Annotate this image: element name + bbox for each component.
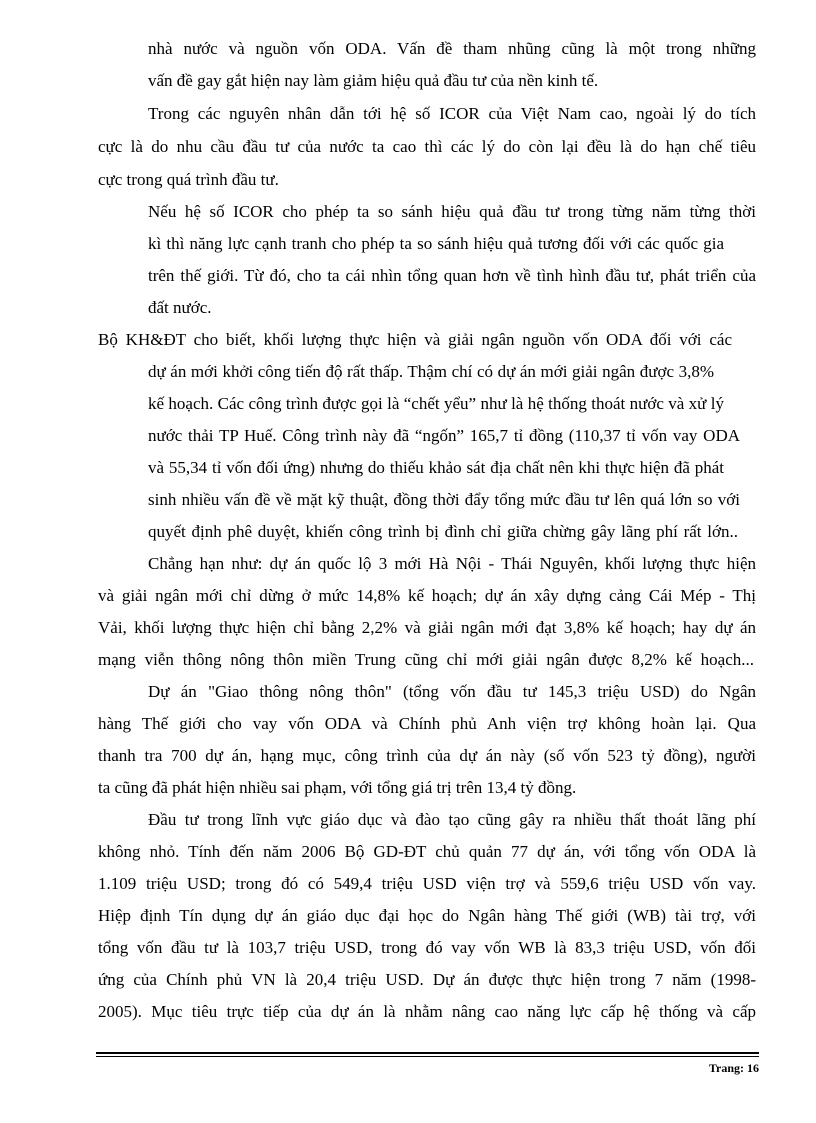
paragraph-line: hàng Thế giới cho vay vốn ODA và Chính phủ Anh viện trợ không hoàn lại. Qua [98,714,756,733]
paragraph-line: kì thì năng lực cạnh tranh cho phép ta so sánh hiệu quả tương đối với các quốc gia [148,234,724,253]
paragraph-line: và 55,34 tỉ vốn đối ứng) nhưng do thiếu khảo sát địa chất nên khi thực hiện đã phát [148,458,724,477]
paragraph-line: vấn đề gay gắt hiện nay làm giảm hiệu quả đầu tư của nền kinh tế. [148,71,599,90]
footer-rule [96,1052,759,1054]
paragraph-line: kế hoạch. Các công trình được gọi là “chết yểu” như là hệ thống thoát nước và xử lý [148,394,724,413]
paragraph-line: không nhỏ. Tính đến năm 2006 Bộ GD-ĐT chủ quản 77 dự án, với tổng vốn ODA là [98,842,756,861]
paragraph-line: Bộ KH&ĐT cho biết, khối lượng thực hiện và giải ngân nguồn vốn ODA đối với các [98,330,732,349]
page-number: Trang: 16 [708,1061,759,1075]
paragraph-line: tổng vốn đầu tư là 103,7 triệu USD, trong đó vay vốn WB là 83,3 triệu USD, vốn đối [98,938,756,957]
paragraph-line: Hiệp định Tín dụng dự án giáo dục đại học do Ngân hàng Thế giới (WB) tài trợ, với [98,906,756,925]
paragraph-line: thanh tra 700 dự án, hạng mục, công trình của dự án này (số vốn 523 tỷ đồng), người [98,746,756,765]
paragraph-line: ta cũng đã phát hiện nhiều sai phạm, với tổng giá trị trên 13,4 tỷ đồng. [98,778,577,797]
paragraph-line: cực là do nhu cầu đầu tư của nước ta cao thì các lý do còn lại đều là do hạn chế tiêu [98,137,756,156]
paragraph-line: cực trong quá trình đầu tư. [98,170,279,189]
paragraph-line: ứng của Chính phủ VN là 20,4 triệu USD. Dự án được thực hiện trong 7 năm (1998- [98,970,756,989]
paragraph-line: 2005). Mục tiêu trực tiếp của dự án là nhằm nâng cao năng lực cấp hệ thống và cấp [98,1002,756,1021]
paragraph-line: dự án mới khởi công tiến độ rất thấp. Thậm chí có dự án mới giải ngân được 3,8% [148,362,714,381]
paragraph-line: trên thế giới. Từ đó, cho ta cái nhìn tổng quan hơn về tình hình đầu tư, phát triển của [148,266,756,285]
paragraph-line: Chẳng hạn như: dự án quốc lộ 3 mới Hà Nội - Thái Nguyên, khối lượng thực hiện [148,554,756,573]
paragraph-line: nhà nước và nguồn vốn ODA. Vấn đề tham nhũng cũng là một trong những [148,39,756,58]
paragraph-line: mạng viễn thông nông thôn miền Trung cũng chỉ mới giải ngân được 8,2% kế hoạch... [98,650,754,669]
paragraph-line: Dự án "Giao thông nông thôn" (tổng vốn đầu tư 145,3 triệu USD) do Ngân [148,682,756,701]
footer-rule [96,1056,759,1057]
paragraph-line: Vải, khối lượng thực hiện chỉ bằng 2,2% và giải ngân mới đạt 3,8% kế hoạch; hay dự án [98,618,756,637]
paragraph-line: sinh nhiều vấn đề về mặt kỹ thuật, đồng thời đẩy tổng mức đầu tư lên quá lớn so với [148,490,740,509]
paragraph-line: và giải ngân mới chỉ dừng ở mức 14,8% kế hoạch; dự án xây dựng cảng Cái Mép - Thị [98,586,756,605]
paragraph-line: Đầu tư trong lĩnh vực giáo dục và đào tạo cũng gây ra nhiều thất thoát lãng phí [148,810,756,829]
paragraph-line: Nếu hệ số ICOR cho phép ta so sánh hiệu quả đầu tư trong từng năm từng thời [148,202,756,221]
paragraph-line: đất nước. [148,298,212,317]
paragraph-line: Trong các nguyên nhân dẫn tới hệ số ICOR của Việt Nam cao, ngoài lý do tích [148,104,756,123]
paragraph-line: quyết định phê duyệt, khiến công trình bị đình chỉ giữa chừng gây lãng phí rất lớn.. [148,522,738,541]
paragraph-line: 1.109 triệu USD; trong đó có 549,4 triệu USD viện trợ và 559,6 triệu USD vốn vay. [98,874,756,893]
paragraph-line: nước thải TP Huế. Công trình này đã “ngốn” 165,7 tỉ đồng (110,37 tỉ vốn vay ODA [148,426,740,445]
